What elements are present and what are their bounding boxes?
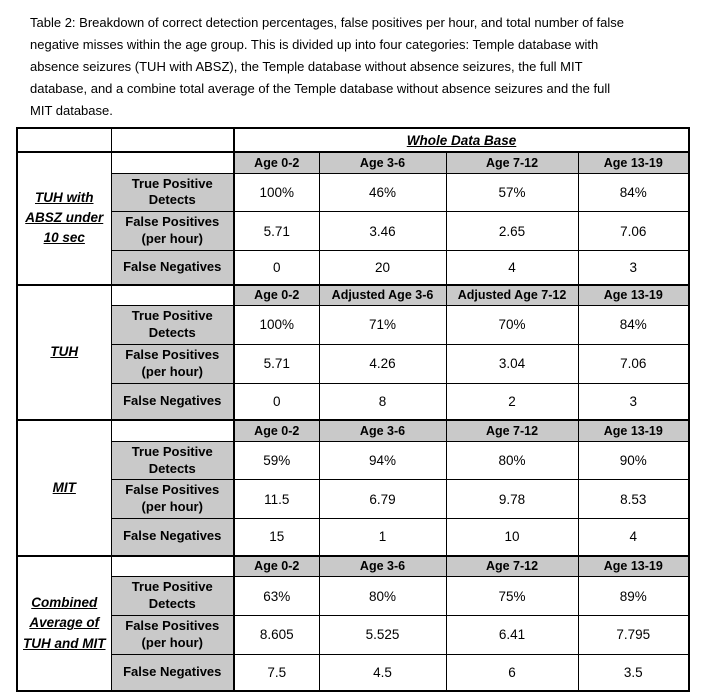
- value-cell: 0: [234, 251, 319, 285]
- table-row: [17, 615, 689, 654]
- table-row: [17, 152, 689, 173]
- value-cell: 80%: [319, 577, 446, 616]
- table-row: [17, 306, 689, 345]
- table-row: [17, 344, 689, 383]
- value-cell: 100%: [234, 173, 319, 212]
- age-column-header: Age 13-19: [578, 285, 689, 306]
- value-cell: 4.5: [319, 654, 446, 691]
- value-cell: 8: [319, 383, 446, 420]
- value-cell: 94%: [319, 441, 446, 480]
- value-cell: 7.795: [578, 615, 689, 654]
- value-cell: 3.46: [319, 212, 446, 251]
- section-label-tuh-with-absz: TUH with ABSZ under 10 sec: [17, 152, 111, 285]
- table-caption: [30, 12, 624, 122]
- value-cell: 7.06: [578, 212, 689, 251]
- value-cell: 10: [446, 519, 578, 556]
- value-cell: 5.71: [234, 212, 319, 251]
- value-cell: 6.79: [319, 480, 446, 519]
- caption-line: absence seizures (TUH with ABSZ), the Temple database without absence seizures, the full MIT: [30, 59, 583, 74]
- table-row: [17, 654, 689, 691]
- value-cell: 4: [578, 519, 689, 556]
- value-cell: 80%: [446, 441, 578, 480]
- metric-label-false-negatives: False Negatives: [111, 654, 234, 691]
- metric-label-false-positives: False Positives (per hour): [111, 615, 234, 654]
- value-cell: 57%: [446, 173, 578, 212]
- value-cell: 6: [446, 654, 578, 691]
- value-cell: 1: [319, 519, 446, 556]
- value-cell: 90%: [578, 441, 689, 480]
- value-cell: 8.605: [234, 615, 319, 654]
- caption-line: MIT database.: [30, 103, 113, 118]
- age-header-spacer-cell: [111, 285, 234, 306]
- table-row: [17, 173, 689, 212]
- table-row: [17, 383, 689, 420]
- age-column-header: Age 13-19: [578, 152, 689, 173]
- value-cell: 20: [319, 251, 446, 285]
- age-column-header: Adjusted Age 3-6: [319, 285, 446, 306]
- age-column-header: Age 13-19: [578, 420, 689, 441]
- table-row: [17, 251, 689, 285]
- value-cell: 5.525: [319, 615, 446, 654]
- table-row: [17, 556, 689, 577]
- value-cell: 46%: [319, 173, 446, 212]
- metric-label-false-positives: False Positives (per hour): [111, 480, 234, 519]
- caption-line: Table 2: Breakdown of correct detection percentages, false positives per hour, and total number of false: [30, 15, 625, 30]
- value-cell: 59%: [234, 441, 319, 480]
- age-column-header: Age 0-2: [234, 420, 319, 441]
- value-cell: 15: [234, 519, 319, 556]
- section-label-tuh: TUH: [17, 285, 111, 421]
- value-cell: 84%: [578, 306, 689, 345]
- corner-blank-metric-cell: [111, 128, 234, 152]
- metric-label-false-positives: False Positives (per hour): [111, 212, 234, 251]
- age-column-header: Age 7-12: [446, 152, 578, 173]
- table-row: [17, 519, 689, 556]
- metric-label-false-negatives: False Negatives: [111, 519, 234, 556]
- value-cell: 2.65: [446, 212, 578, 251]
- age-column-header: Age 3-6: [319, 556, 446, 577]
- value-cell: 3.04: [446, 344, 578, 383]
- value-cell: 71%: [319, 306, 446, 345]
- age-column-header: Age 0-2: [234, 556, 319, 577]
- metric-label-true-positive: True Positive Detects: [111, 173, 234, 212]
- section-label-mit: MIT: [17, 420, 111, 556]
- value-cell: 9.78: [446, 480, 578, 519]
- value-cell: 6.41: [446, 615, 578, 654]
- value-cell: 3.5: [578, 654, 689, 691]
- age-column-header: Age 3-6: [319, 420, 446, 441]
- age-header-spacer-cell: [111, 420, 234, 441]
- value-cell: 70%: [446, 306, 578, 345]
- metric-label-true-positive: True Positive Detects: [111, 577, 234, 616]
- value-cell: 5.71: [234, 344, 319, 383]
- table-row: [17, 212, 689, 251]
- age-column-header: Age 0-2: [234, 285, 319, 306]
- value-cell: 75%: [446, 577, 578, 616]
- metric-label-false-negatives: False Negatives: [111, 251, 234, 285]
- age-column-header: Age 7-12: [446, 420, 578, 441]
- metric-label-true-positive: True Positive Detects: [111, 441, 234, 480]
- value-cell: 4: [446, 251, 578, 285]
- value-cell: 100%: [234, 306, 319, 345]
- results-table: [16, 127, 690, 692]
- value-cell: 3: [578, 383, 689, 420]
- table-row: [17, 285, 689, 306]
- age-column-header: Age 13-19: [578, 556, 689, 577]
- value-cell: 0: [234, 383, 319, 420]
- age-header-spacer-cell: [111, 556, 234, 577]
- table-row: [17, 128, 689, 152]
- value-cell: 3: [578, 251, 689, 285]
- caption-line: database, and a combine total average of the Temple database without absence seizures and the full: [30, 81, 611, 96]
- whole-database-header: Whole Data Base: [234, 128, 689, 152]
- age-column-header: Age 3-6: [319, 152, 446, 173]
- metric-label-false-negatives: False Negatives: [111, 383, 234, 420]
- corner-blank-section-cell: [17, 128, 111, 152]
- metric-label-false-positives: False Positives (per hour): [111, 344, 234, 383]
- age-header-spacer-cell: [111, 152, 234, 173]
- table-row: [17, 420, 689, 441]
- value-cell: 11.5: [234, 480, 319, 519]
- value-cell: 84%: [578, 173, 689, 212]
- value-cell: 89%: [578, 577, 689, 616]
- metric-label-true-positive: True Positive Detects: [111, 306, 234, 345]
- age-column-header: Age 7-12: [446, 556, 578, 577]
- value-cell: 2: [446, 383, 578, 420]
- value-cell: 63%: [234, 577, 319, 616]
- value-cell: 7.5: [234, 654, 319, 691]
- table-row: [17, 441, 689, 480]
- value-cell: 4.26: [319, 344, 446, 383]
- caption-line: negative misses within the age group. This is divided up into four categories: Temple database with: [30, 37, 599, 52]
- value-cell: 8.53: [578, 480, 689, 519]
- table-row: [17, 577, 689, 616]
- table-row: [17, 480, 689, 519]
- age-column-header: Age 0-2: [234, 152, 319, 173]
- section-label-combined-average: Combined Average of TUH and MIT: [17, 556, 111, 692]
- age-column-header: Adjusted Age 7-12: [446, 285, 578, 306]
- value-cell: 7.06: [578, 344, 689, 383]
